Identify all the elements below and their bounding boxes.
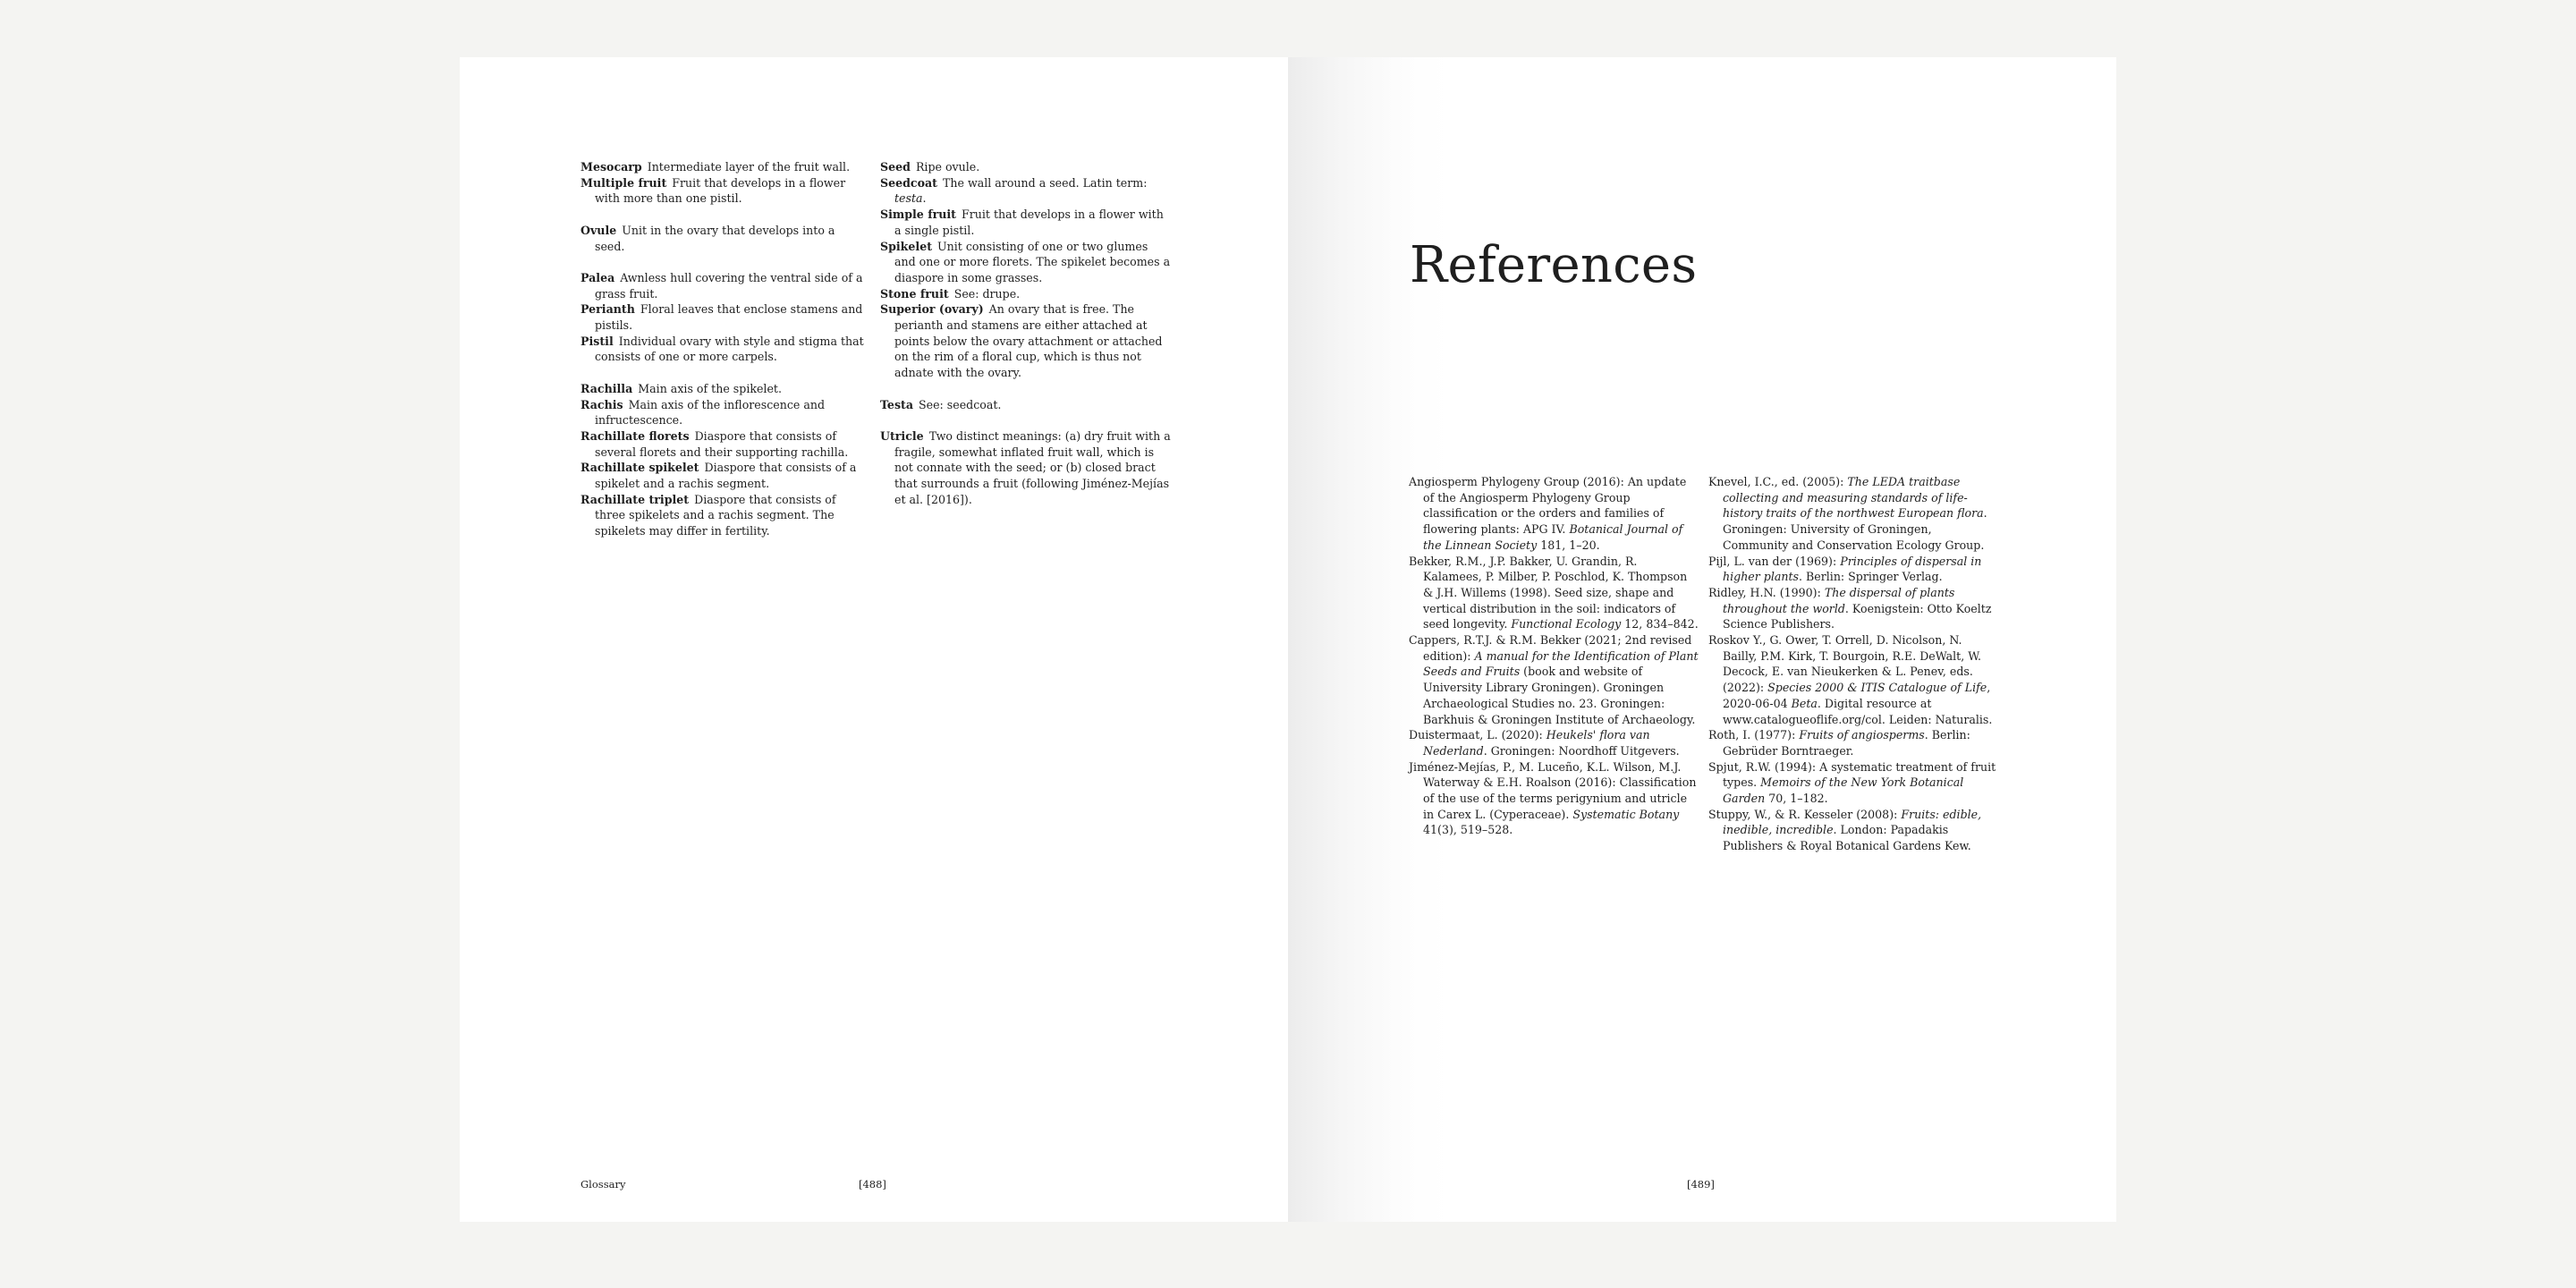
glossary-entry xyxy=(880,159,1171,175)
page-number-right: [489] xyxy=(1687,1178,1715,1191)
reference-italic: Fruits: edible, inedible, incredible xyxy=(1723,807,1982,837)
reference-text: Knevel, I.C., ed. (2005): xyxy=(1708,475,1848,488)
footer-section-label: Glossary xyxy=(580,1178,626,1191)
glossary-definition: Main axis of the spikelet. xyxy=(638,381,782,395)
reference-text: . Groningen: University of Groningen, Community and Conservation Ecology Group. xyxy=(1723,506,1987,552)
glossary-term: Superior (ovary) xyxy=(880,302,984,317)
references-column-1 xyxy=(1409,474,1699,838)
glossary-definition: Fruit that develops in a flower with a single pistil. xyxy=(894,208,1164,237)
reference-text: 12, 834–842. xyxy=(1621,617,1699,631)
reference-italic: A manual for the Identification of Plant Seeds and Fruits xyxy=(1423,648,1699,679)
glossary-definition: See: seedcoat. xyxy=(919,397,1002,411)
glossary-definition: An ovary that is free. The perianth and stamens are either attached at points below the ovary attachment or attached on the rim of a floral cup, which is thus not adnate with the ovary. xyxy=(894,302,1163,380)
reference-entry xyxy=(1708,727,1999,758)
reference-italic: The dispersal of plants throughout the world xyxy=(1723,585,1955,615)
reference-entry xyxy=(1708,759,1999,807)
glossary-term: Seedcoat xyxy=(880,175,937,190)
glossary-term: Rachillate spikelet xyxy=(580,461,699,475)
reference-entry xyxy=(1409,727,1699,758)
reference-text: Roskov Y., G. Ower, T. Orrell, D. Nicolson, N. Bailly, P.M. Kirk, T. Bourgoin, R.E. DeWalt, W. Decock, E. van Nieukerken & L. Penev, eds. (2022): xyxy=(1708,633,1981,695)
glossary-term: Rachillate florets xyxy=(580,428,690,443)
glossary-entry xyxy=(580,397,867,428)
glossary-term: Perianth xyxy=(580,302,635,317)
glossary-term: Rachillate triplet xyxy=(580,492,690,506)
reference-text: Spjut, R.W. (1994): A systematic treatment of fruit types. xyxy=(1708,759,1996,790)
page-title: References xyxy=(1410,236,1698,294)
glossary-entry xyxy=(880,175,1171,207)
reference-entry xyxy=(1708,554,1999,585)
glossary-column-1 xyxy=(580,159,867,539)
glossary-term: Utricle xyxy=(880,428,924,443)
glossary-term: Mesocarp xyxy=(580,160,642,174)
glossary-term: Simple fruit xyxy=(880,208,957,222)
glossary-entry xyxy=(580,175,867,207)
reference-entry xyxy=(1409,632,1699,727)
glossary-entry xyxy=(580,428,867,460)
reference-italic: Fruits of angiosperms xyxy=(1799,728,1925,742)
glossary-term: Rachis xyxy=(580,397,623,411)
references-column-2 xyxy=(1708,474,1999,854)
reference-italic: Principles of dispersal in higher plants xyxy=(1723,554,1982,584)
glossary-term: Ovule xyxy=(580,223,617,237)
glossary-definition: Diaspore that consists of several florets and their supporting rachilla. xyxy=(595,428,849,459)
glossary-entry xyxy=(580,334,867,365)
page-number-left: [488] xyxy=(859,1178,886,1191)
reference-text: Roth, I. (1977): xyxy=(1708,728,1800,742)
glossary-definition: Two distinct meanings: (a) dry fruit with a fragile, somewhat inflated fruit wall, which is not connate with the seed; or (b) closed bract that surrounds a fruit (following Jiménez-Mejías et al. [2016]). xyxy=(894,428,1171,506)
glossary-entry xyxy=(880,286,1171,302)
reference-italic: The LEDA traitbase collecting and measuring standards of life-history traits of the northwest European flora xyxy=(1723,475,1984,521)
reference-text: . Berlin: Springer Verlag. xyxy=(1799,570,1943,584)
glossary-definition: The wall around a seed. Latin term: xyxy=(942,175,1148,190)
glossary-definition: Intermediate layer of the fruit wall. xyxy=(647,160,851,174)
glossary-column-2 xyxy=(880,159,1171,507)
right-page xyxy=(1288,57,2116,1222)
spacer xyxy=(880,412,1171,428)
glossary-definition-italic: testa xyxy=(894,191,923,206)
glossary-definition: Unit consisting of one or two glumes and one or more florets. The spikelet becomes a diaspore in some grasses. xyxy=(894,239,1171,284)
reference-italic: Heukels' flora van Nederland xyxy=(1423,728,1650,758)
spacer xyxy=(880,381,1171,397)
glossary-definition: Fruit that develops in a flower with more than one pistil. xyxy=(595,175,846,206)
reference-italic: Systematic Botany xyxy=(1572,807,1680,821)
reference-text: Bekker, R.M., J.P. Bakker, U. Grandin, R. Kalamees, P. Milber, P. Poschlod, K. Thompson & J.H. Willems (1998). Seed size, shape and vertical distribution in the soil: indicators of seed longevity. xyxy=(1409,554,1688,631)
reference-entry xyxy=(1409,474,1699,554)
glossary-term: Testa xyxy=(880,397,914,411)
reference-text: Duistermaat, L. (2020): xyxy=(1409,728,1546,742)
reference-text: . Koenigstein: Otto Koeltz Science Publishers. xyxy=(1723,601,1992,631)
glossary-entry xyxy=(580,492,867,539)
reference-text: Stuppy, W., & R. Kesseler (2008): xyxy=(1708,807,1902,821)
reference-entry xyxy=(1708,474,1999,554)
glossary-definition: See: drupe. xyxy=(953,286,1021,301)
reference-text: . Berlin: Gebrüder Borntraeger. xyxy=(1723,728,1970,758)
glossary-definition-end: . xyxy=(922,191,927,206)
glossary-term: Multiple fruit xyxy=(580,175,667,190)
glossary-entry xyxy=(580,460,867,491)
reference-entry xyxy=(1708,585,1999,632)
glossary-entry xyxy=(880,428,1171,508)
glossary-definition: Diaspore that consists of three spikelets and a rachis segment. The spikelets may differ in fertility. xyxy=(595,492,836,538)
glossary-entry xyxy=(580,223,867,254)
glossary-entry xyxy=(880,207,1171,238)
glossary-term: Rachilla xyxy=(580,381,633,395)
glossary-term: Pistil xyxy=(580,334,614,348)
reference-text: Ridley, H.N. (1990): xyxy=(1708,585,1825,599)
glossary-definition: Diaspore that consists of a spikelet and a rachis segment. xyxy=(595,461,857,491)
glossary-entry xyxy=(580,301,867,333)
reference-text: (book and website of University Library Groningen). Groningen Archaeological Studies no. 23. Groningen: Barkhuis & Groningen Institute of Archaeology. xyxy=(1423,665,1696,726)
glossary-definition: Main axis of the inflorescence and infructescence. xyxy=(595,397,826,428)
reference-italic: Beta xyxy=(1791,696,1818,710)
reference-entry xyxy=(1708,807,1999,854)
reference-text: 41(3), 519–528. xyxy=(1423,823,1513,837)
glossary-term: Stone fruit xyxy=(880,286,949,301)
glossary-term: Palea xyxy=(580,270,615,284)
reference-text: Angiosperm Phylogeny Group (2016): An update of the Angiosperm Phylogeny Group classification or the orders and families of flowering plants: APG IV. xyxy=(1409,475,1687,537)
spacer xyxy=(580,207,867,223)
spacer xyxy=(580,365,867,381)
glossary-definition: Ripe ovule. xyxy=(915,160,980,174)
reference-text: Jiménez-Mejías, P., M. Luceño, K.L. Wilson, M.J. Waterway & E.H. Roalson (2016): Classification of the use of the terms perigynium and utricle in Carex L. (Cyperaceae). xyxy=(1409,759,1697,821)
reference-text: 181, 1–20. xyxy=(1537,538,1600,552)
glossary-term: Spikelet xyxy=(880,239,933,253)
glossary-definition: Floral leaves that enclose stamens and pistils. xyxy=(595,302,863,332)
reference-entry xyxy=(1409,759,1699,839)
glossary-definition: Individual ovary with style and stigma that consists of one or more carpels. xyxy=(595,334,864,364)
reference-italic: Species 2000 & ITIS Catalogue of Life xyxy=(1767,681,1987,695)
reference-text: . Digital resource at www.catalogueoflife.org/col. Leiden: Naturalis. xyxy=(1723,696,1993,726)
reference-entry xyxy=(1409,554,1699,633)
glossary-definition: Unit in the ovary that develops into a seed. xyxy=(595,223,835,253)
reference-text: Cappers, R.T.J. & R.M. Bekker (2021; 2nd revised edition): xyxy=(1409,633,1692,663)
left-page xyxy=(460,57,1288,1222)
reference-text: , 2020-06-04 xyxy=(1723,681,1991,710)
spacer xyxy=(580,254,867,270)
glossary-entry xyxy=(880,239,1171,286)
glossary-entry xyxy=(880,397,1171,413)
reference-text: 70, 1–182. xyxy=(1765,792,1828,806)
reference-text: . Groningen: Noordhoff Uitgevers. xyxy=(1483,743,1680,758)
reference-italic: Functional Ecology xyxy=(1511,617,1622,631)
glossary-definition: Awnless hull covering the ventral side of a grass fruit. xyxy=(595,270,863,301)
reference-text: . London: Papadakis Publishers & Royal Botanical Gardens Kew. xyxy=(1723,823,1971,853)
glossary-entry xyxy=(580,270,867,301)
glossary-entry xyxy=(880,301,1171,381)
glossary-term: Seed xyxy=(880,160,911,174)
glossary-entry xyxy=(580,381,867,397)
glossary-entry xyxy=(580,159,867,175)
reference-italic: Botanical Journal of the Linnean Society xyxy=(1423,522,1683,552)
reference-italic: Memoirs of the New York Botanical Garden xyxy=(1723,775,1964,806)
reference-entry xyxy=(1708,632,1999,727)
reference-text: Pijl, L. van der (1969): xyxy=(1708,554,1841,568)
